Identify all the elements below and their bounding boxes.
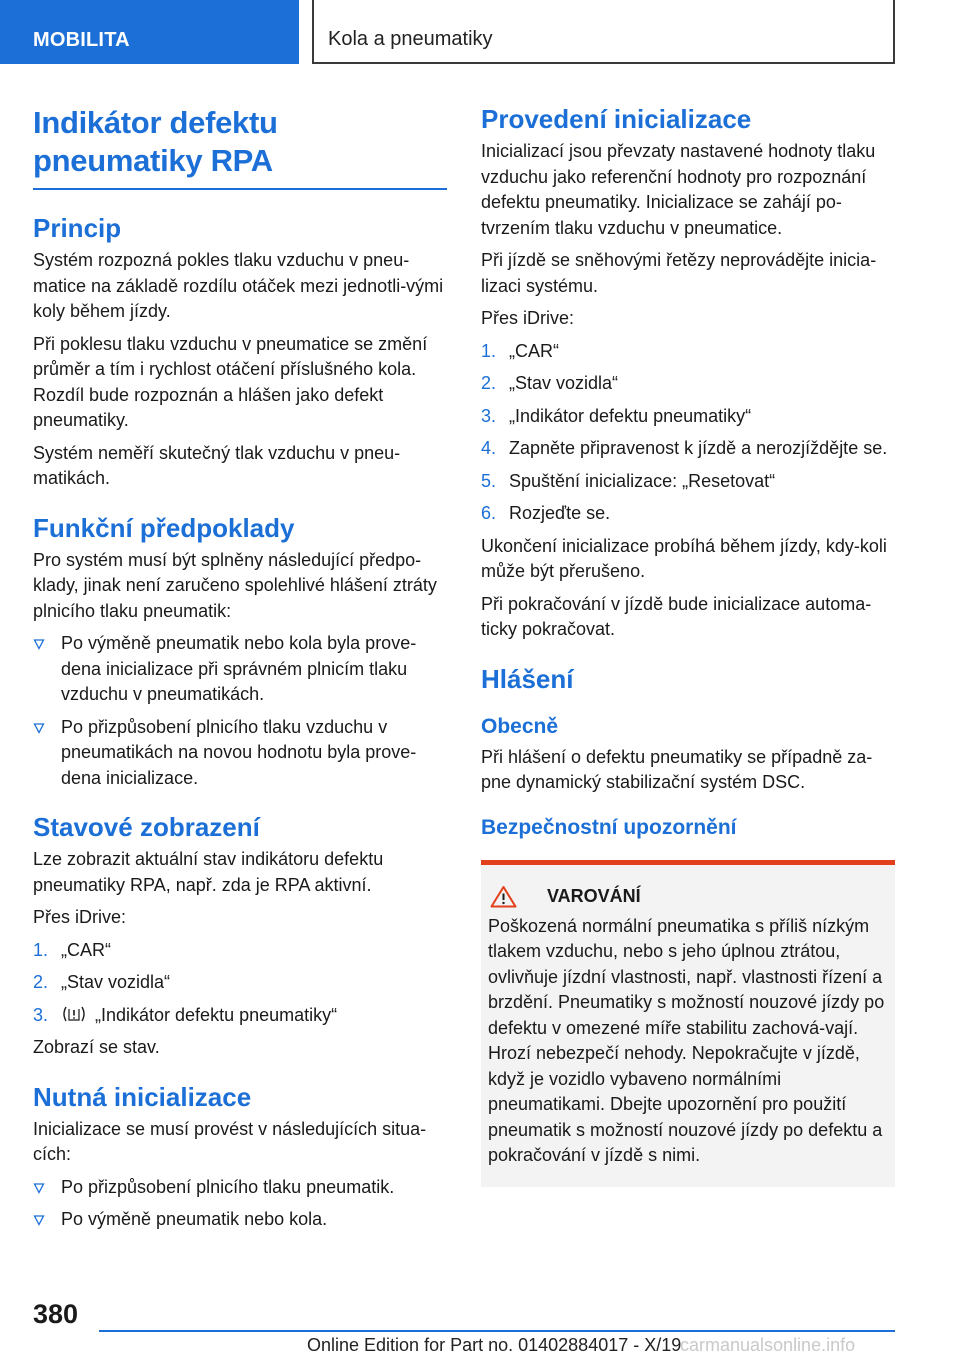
list-item: Po výměně pneumatik nebo kola. (33, 1207, 447, 1233)
page-number: 380 (33, 1299, 79, 1329)
triangle-bullet-icon (33, 638, 45, 650)
warning-triangle-icon (490, 885, 517, 908)
heading-predpoklady: Funkční předpoklady (33, 512, 295, 543)
footer-divider (99, 1330, 895, 1332)
obecne-paragraph: Při hlášení o defektu pneumatiky se případně za-pne dynamický stabilizační systém DSC. (481, 746, 873, 792)
triangle-bullet-icon (33, 722, 45, 734)
triangle-bullet-icon (33, 1182, 45, 1194)
princip-paragraph-2: Při poklesu tlaku vzduchu v pneumatice se změní průměr a tím i rychlost otáčení příslušného kola. Rozdíl bude rozpoznán a hlášen jako defekt pneumatiky. (33, 333, 428, 430)
title-divider (33, 188, 447, 190)
princip-paragraph-1: Systém rozpozná pokles tlaku vzduchu v pneu-matice na základě rozdílu otáček mezi jednotli-vými koly během jízdy. (33, 250, 444, 321)
stav-paragraph-1: Lze zobrazit aktuální stav indikátoru defektu pneumatiky RPA, např. zda je RPA aktivní. (33, 849, 384, 895)
stav-paragraph-3: Zobrazí se stav. (33, 1037, 160, 1057)
predpoklady-paragraph: Pro systém musí být splněny následující předpo-klady, jinak není zaručeno spolehlivé hlášení ztráty plnicího tlaku pneumatik: (33, 549, 437, 621)
warning-box (481, 860, 895, 1187)
provedeni-paragraph-2: Při jízdě se sněhovými řetězy neprovádějte inicia-lizaci systému. (481, 250, 877, 296)
list-item: 6. Rozjeďte se. (481, 503, 611, 523)
watermark: carmanualsonline.info (680, 1335, 856, 1355)
list-item: Po přizpůsobení plnicího tlaku pneumatik. (33, 1175, 447, 1201)
section-tab: MOBILITA (0, 0, 299, 64)
list-item: Po výměně pneumatik nebo kola byla prove-dena inicializace při správném plnicím tlaku vzduchu v pneumatikách. (33, 631, 447, 708)
list-item: 5. Spuštění inicializace: „Resetovat“ (481, 470, 776, 491)
list-item: 2. „Stav vozidla“ (481, 373, 619, 393)
right-column (481, 100, 895, 1187)
heading-stav: Stavové zobrazení (33, 812, 260, 842)
warning-text: Poškozená normální pneumatika s příliš nízkým tlakem vzduchu, nebo s jeho úplnou ztrátou, ovlivňuje jízdní vlastnosti, např. vlastnosti řízení a brzdění. Pneumatiky s možností nouzové jízdy po defektu v omezené míře stabilitu zachová-vají. Hrozí nebezpečí nehody. Nepokračujte v jízdě, když je vozidlo vybaveno normálními pneumatikami. Dbejte upozornění pro použití pneumatik s možností nouzové jízdy po defektu a pokračování v jízdě s nimi. (488, 915, 885, 1165)
footer-edition: Online Edition for Part no. 01402884017 - X/19 (307, 1335, 682, 1355)
left-column (33, 100, 447, 1240)
triangle-bullet-icon (33, 1214, 45, 1226)
provedeni-paragraph-4: Ukončení inicializace probíhá během jízdy, kdy-koli může být přerušeno. (481, 535, 887, 581)
tire-pressure-warning-icon (61, 1004, 87, 1024)
warning-label: VAROVÁNÍ (547, 885, 641, 906)
provedeni-paragraph-3: Přes iDrive: (481, 308, 575, 328)
list-item: Po přizpůsobení plnicího tlaku vzduchu v pneumatikách na novou hodnotu byla prove-dena inicializace. (33, 715, 447, 792)
provedeni-steps (481, 339, 895, 527)
nutna-list (33, 1175, 447, 1233)
predpoklady-list (33, 631, 447, 791)
list-item: 1. „CAR“ (481, 340, 559, 361)
stav-paragraph-2: Přes iDrive: (33, 907, 127, 927)
heading-provedeni: Provedení inicializace (481, 104, 752, 134)
list-item: 1. „CAR“ (33, 939, 111, 960)
chapter-title: Kola a pneumatiky (312, 0, 895, 64)
page-title: Indikátor defektu pneumatiky RPA (33, 105, 278, 178)
provedeni-paragraph-1: Inicializací jsou převzaty nastavené hodnoty tlaku vzduchu jako referenční hodnoty pro rozpoznání defektu pneumatiky. Inicializace se zahájí po-tvrzením tlaku vzduchu v pneumatice. (481, 141, 876, 238)
stav-steps (33, 938, 447, 1029)
list-item: 2. „Stav vozidla“ (33, 972, 171, 992)
warning-header (488, 885, 888, 908)
provedeni-paragraph-5: Při pokračování v jízdě bude inicializace automa-ticky pokračovat. (481, 593, 872, 639)
heading-nutna: Nutná inicializace (33, 1081, 252, 1112)
list-item: 3. „Indikátor defektu pneumatiky“ (481, 405, 752, 426)
princip-paragraph-3: Systém neměří skutečný tlak vzduchu v pneu-matikách. (33, 442, 401, 488)
list-item: 4. Zapněte připravenost k jízdě a nerozjíždějte se. (481, 438, 888, 458)
heading-obecne: Obecně (481, 714, 559, 738)
heading-bezpecnost: Bezpečnostní upozornění (481, 815, 737, 839)
list-item: 3. „Indikátor defektu pneumatiky“ (33, 1004, 338, 1025)
heading-hlaseni: Hlášení (481, 663, 574, 694)
heading-princip: Princip (33, 213, 122, 243)
nutna-paragraph: Inicializace se musí provést v následujících situa-cích: (33, 1118, 427, 1164)
